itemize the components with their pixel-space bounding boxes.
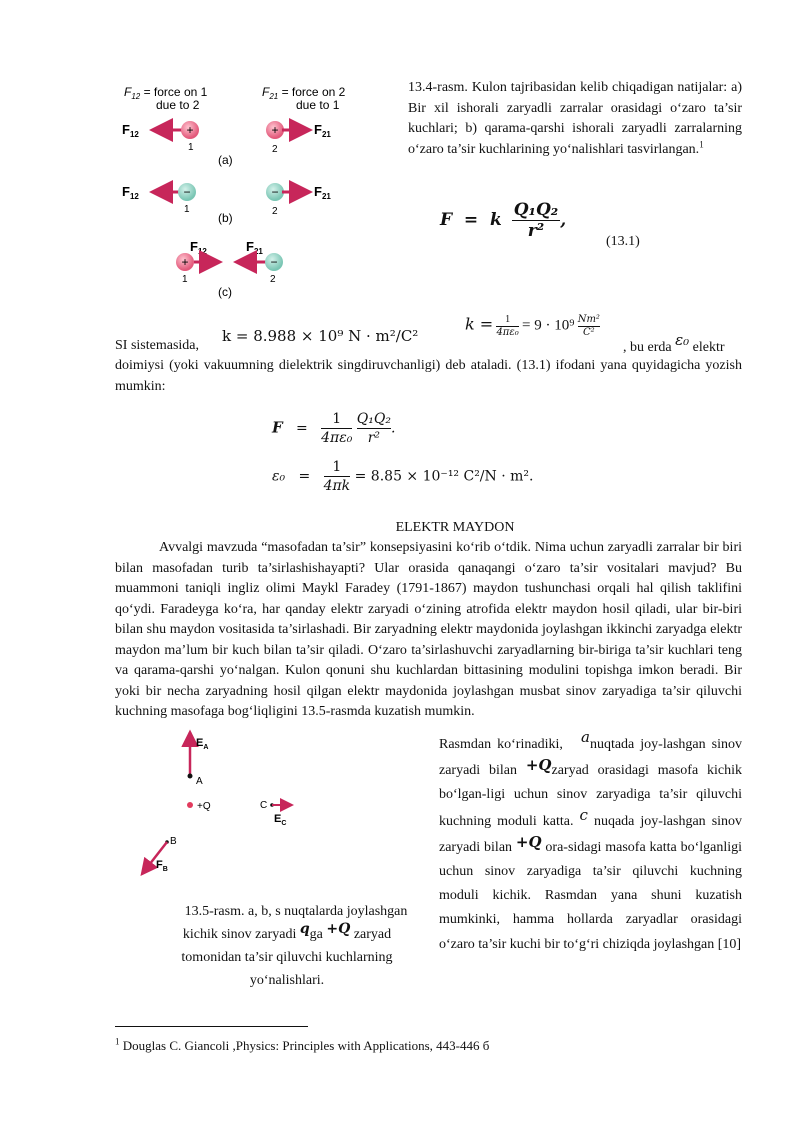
svg-text:+: +	[271, 123, 279, 137]
svg-text:2: 2	[272, 144, 278, 155]
svg-text:−: −	[271, 185, 279, 199]
label-plus-q: +Q	[197, 801, 211, 812]
figure-13-5-caption: 13.5-rasm. a, b, s nuqtalarda joylashgan kichik sinov zaryadi qga +Q zaryad tomonidan ta’sir qiluvchi kuchlarning yo‘nalishlari.	[181, 904, 408, 988]
k-formula: k = $\frac{1}{\text{4πε₀}}$ = 9 · 10⁹ $\frac{\text{Nm²}}{\text{C²}}$	[465, 314, 600, 338]
charge-plus-q	[187, 802, 193, 808]
k-value: k = 8.988 × 10⁹ N · m²/C²	[222, 327, 419, 345]
figure-13-5	[130, 722, 310, 882]
vec-f12-b: $F_{12}$	[122, 184, 139, 201]
equation-epsilon0: ε₀ = $\frac{1}{4\pi k}$ = 8.85 × 10⁻¹² C²/N · m².	[272, 459, 534, 494]
f12-definition: $F_{12}$ = force on 1	[124, 85, 208, 101]
figure-13-4-caption: 13.4-rasm. Kulon tajribasidan kelib chiqadigan natijalar: a) Bir xil ishorali zaryadli zarralar orasidagi o‘zaro ta’sir kuchlari; b) qarama-qarshi ishorali zaryadli zarralarning o‘zaro ta’sir kuchlarining yo‘nalishlari tasvirlangan.$^1$	[408, 80, 742, 157]
svg-text:1: 1	[188, 142, 194, 153]
label-b: B	[170, 836, 177, 847]
part-b-label: (b)	[218, 211, 233, 225]
svg-text:1: 1	[182, 274, 188, 285]
svg-text:+: +	[186, 123, 194, 137]
section-title: ELEKTR MAYDON	[395, 520, 515, 535]
si-line-suffix: , bu erda ε₀ elektr	[623, 331, 725, 355]
footnote-ref: 1	[699, 138, 704, 149]
paragraph-main: Avvalgi mavzuda “masofadan ta’sir” konsepsiyasini ko‘rib o‘tdik. Nima uchun zaryadli zarralar bir biri bilan masofadan turib ta’sirlashishayapti? Ular orasida qanaqangi o‘zaro ta’sir vositalari mavjud? Bu muammoni taniqli ingliz olimi Maykl Faradey (1791-1867) maydon tushunchasi orqali hal qilish taklifini qo‘ydi. Faradeyga ko‘ra, har qanday elektr zaryadi o‘zining atrofida elektr maydon hosil qiladi, ular bir-biri bilan shu maydon vositasida ta’sirlashadi. Bir zaryadning elektr maydonida joylashgan ikkinchi zaryadga elektr maydon ma’lum bir kuch bilan ta’sir qiladi. O‘zaro ta’sirlashuvchi zaryadlarning bir-biriga ta’sir kuchlari teng va qarama-qarshi yo‘nalgan. Kulon qonuni shu kuchlardan bittasining modulini topishga imkon beradi. Bir yoki bir necha zaryadning hosil qilgan elektr maydonida joylashgan musbat sinov zaryadiga ta’sir qiluvchi kuchning masofaga bog‘liqligini 13.5-rasmda kuzatish mumkin.	[115, 540, 742, 719]
svg-text:2: 2	[272, 206, 278, 217]
footnote-rule	[115, 1026, 308, 1027]
part-c-label: (c)	[218, 285, 232, 299]
svg-text:−: −	[183, 185, 191, 199]
equation-coulomb-eps: F = $\frac{1}{\text{4πε₀}}$ $\frac{\text{Q₁Q₂}}{\text{r²}}$ .	[272, 411, 396, 446]
f12-definition-2: due to 2	[156, 98, 200, 112]
svg-text:−: −	[270, 255, 278, 269]
vec-f12-a: $F_{12}$	[122, 122, 139, 139]
vec-f21-b: $F_{21}$	[314, 184, 331, 201]
paragraph-si: doimiysi (yoki vakuumning dielektrik singdiruvchanligi) deb ataladi. (13.1) ifodani yana quyidagicha yozish mumkin:	[115, 358, 742, 394]
svg-text:2: 2	[270, 274, 276, 285]
right-column-text: Rasmdan ko‘rinadiki, anuqtada joy-lashgan sinov zaryadi bilan +Qzaryad orasidagi masofa kichik bo‘lgan-ligi uchun sinov zaryadiga ta’sir qiluvchi kuchning moduli katta. c nuqada joy-lashgan sinov zaryadi bilan +Q ora-sidagi masofa katta bo‘lganligi uchun sinov zaryadiga ta’sir qiluvchi kuchning moduli kichik. Rasmdan yana shuni kuzatish mumkinki, hamma hollarda zaryadlar orasidagi o‘zaro ta’sir kuchi bir to‘g‘ri chiziqda joylashgan [10]	[439, 728, 743, 952]
svg-text:+: +	[181, 255, 189, 269]
f21-definition-2: due to 1	[296, 98, 340, 112]
footnote: $^1$ Douglas C. Giancoli ,Physics: Principles with Applications, 443-446 б	[115, 1036, 490, 1053]
figure-13-4	[110, 78, 400, 303]
vec-f21-c: $F_{21}$	[246, 239, 263, 256]
vec-f12-c: $F_{12}$	[190, 239, 207, 256]
label-fb: $F_B$	[156, 859, 168, 873]
f21-definition: $F_{21}$ = force on 2	[262, 85, 346, 101]
label-c: C	[260, 800, 268, 811]
label-a: A	[196, 776, 203, 787]
svg-text:1: 1	[184, 204, 190, 215]
equation-13-1: F = k $\frac{\text{Q₁Q₂}}{\text{r²}}$ ,	[440, 200, 567, 241]
si-line-prefix: SI sistemasida,	[115, 338, 199, 353]
vec-f21-a: $F_{21}$	[314, 122, 331, 139]
equation-number-13-1: (13.1)	[606, 234, 640, 249]
label-ea: $E_A$	[196, 737, 209, 751]
label-ec: $E_C$	[274, 813, 287, 827]
part-a-label: (a)	[218, 153, 233, 167]
